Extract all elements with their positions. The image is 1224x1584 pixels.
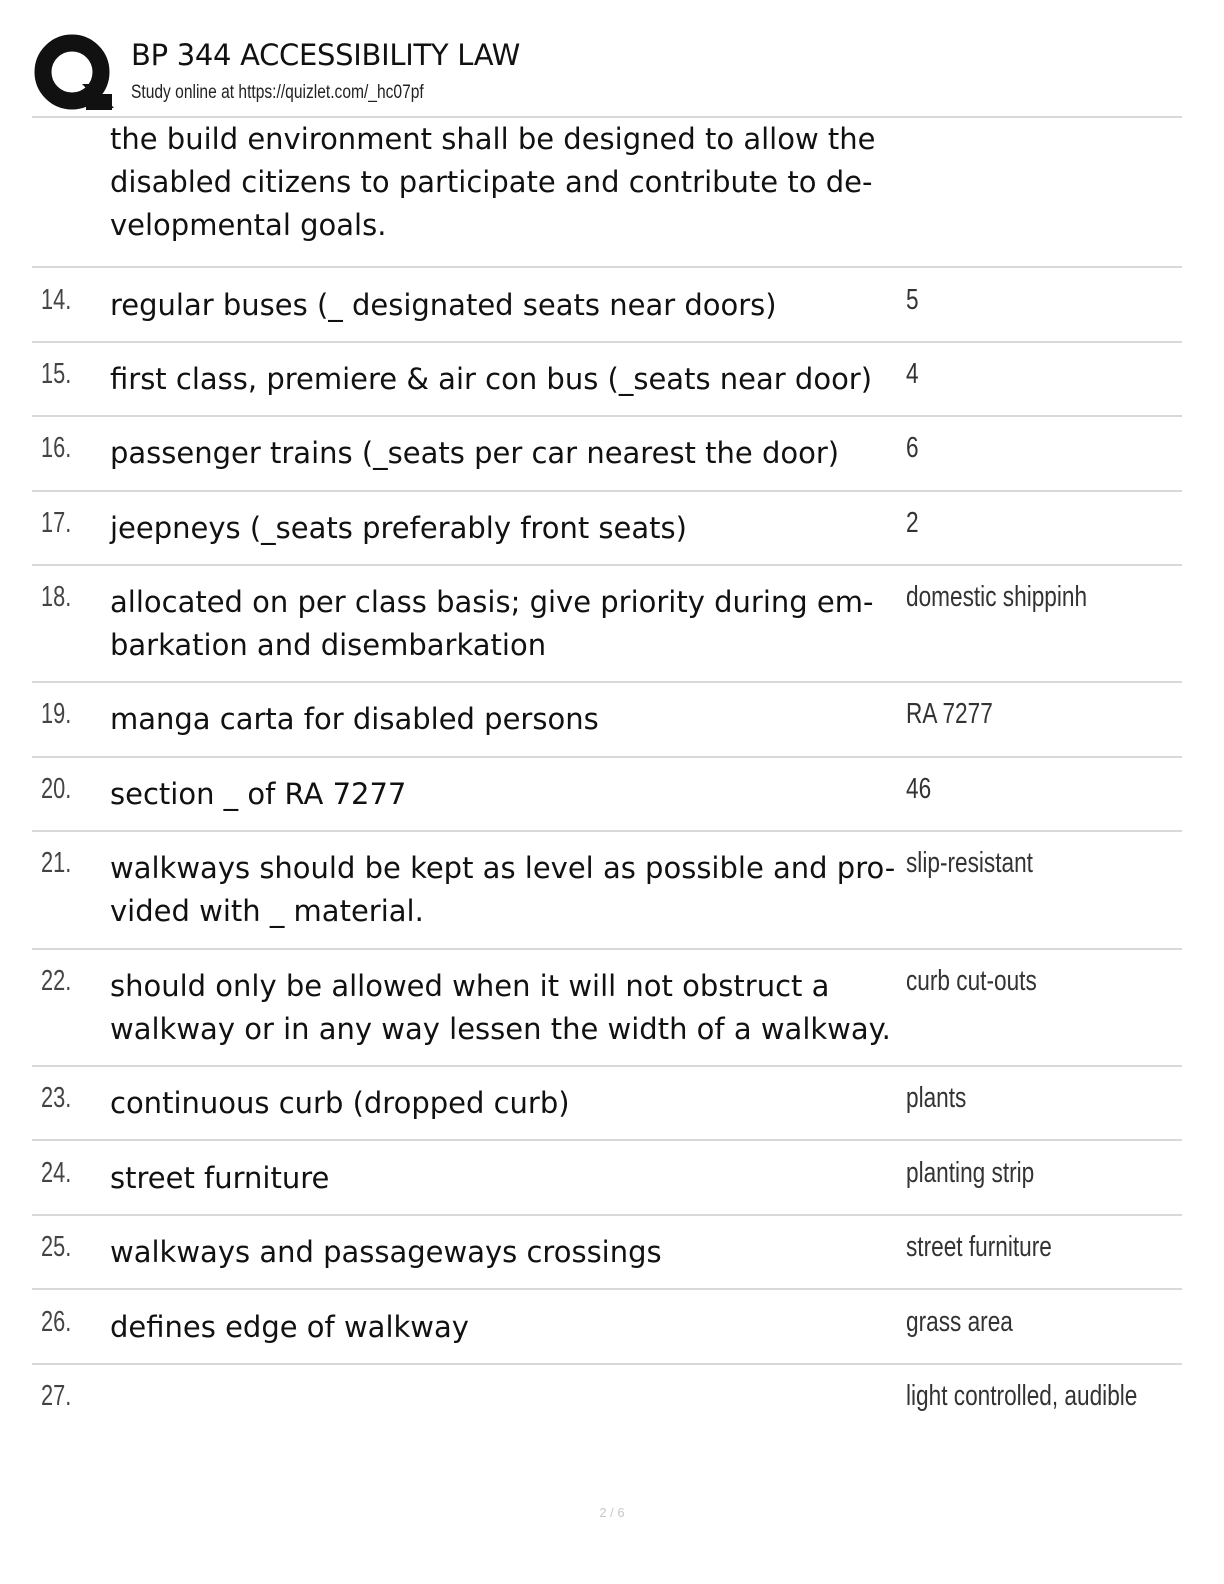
row-number: 20. [41,773,72,805]
divider [32,681,1182,683]
document-header [32,30,1182,116]
divider [32,1363,1182,1365]
divider [32,341,1182,343]
row-number: 21. [41,847,72,879]
term-text: manga carta for disabled persons [110,702,599,736]
divider [32,490,1182,492]
term-text: continuous curb (dropped curb) [110,1086,570,1120]
row-number: 14. [41,284,72,316]
divider [32,830,1182,832]
divider [32,756,1182,758]
continued-answer-text: the build environment shall be designed to allow the disabled citizens to participate and contribute to de- velopmental goals. [110,122,876,242]
divider [32,1139,1182,1141]
row-number: 15. [41,358,72,390]
divider [32,1214,1182,1216]
answer-text: curb cut-outs [906,965,1037,997]
answer-text: 46 [906,773,932,805]
answer-text: 2 [906,507,919,539]
row-number: 24. [41,1157,72,1189]
term-text: should only be allowed when it will not obstruct a walkway or in any way lessen the width of a walkway. [110,969,891,1046]
term-text: regular buses (_ designated seats near doors) [110,288,777,322]
answer-text: 6 [906,432,919,464]
term-text: walkways should be kept as level as possible and pro- vided with _ material. [110,851,896,928]
answer-text: light controlled, audible [906,1380,1138,1412]
row-number: 16. [41,432,72,464]
study-online-link[interactable]: Study online at https://quizlet.com/_hc07pf [131,82,424,103]
answer-text: plants [906,1082,967,1114]
row-number: 18. [41,581,72,613]
answer-text: RA 7277 [906,698,993,730]
term-text: section _ of RA 7277 [110,777,407,811]
quizlet-logo-icon [34,34,114,114]
divider [32,415,1182,417]
divider [32,1065,1182,1067]
term-text: street furniture [110,1161,330,1195]
answer-text: 5 [906,284,919,316]
row-number: 23. [41,1082,72,1114]
divider [32,564,1182,566]
page-number: 2 / 6 [599,1505,625,1520]
row-number: 17. [41,507,72,539]
term-text: jeepneys (_seats preferably front seats) [110,511,687,545]
answer-text: slip-resistant [906,847,1033,879]
row-number: 25. [41,1231,72,1263]
divider [32,948,1182,950]
term-text: walkways and passageways crossings [110,1235,662,1269]
term-text: defines edge of walkway [110,1310,469,1344]
answer-text: 4 [906,358,919,390]
row-number: 19. [41,698,72,730]
answer-text: grass area [906,1306,1013,1338]
divider [32,266,1182,268]
term-text: allocated on per class basis; give priority during em- barkation and disembarkation [110,585,874,662]
divider [32,1288,1182,1290]
answer-text: planting strip [906,1157,1035,1189]
row-number: 26. [41,1306,72,1338]
answer-text: domestic shippinh [906,581,1088,613]
row-number: 27. [41,1380,72,1412]
row-number: 22. [41,965,72,997]
term-text: first class, premiere & air con bus (_seats near door) [110,362,873,396]
page-title: BP 344 ACCESSIBILITY LAW [131,38,521,72]
term-text: passenger trains (_seats per car nearest the door) [110,436,840,470]
answer-text: street furniture [906,1231,1052,1263]
